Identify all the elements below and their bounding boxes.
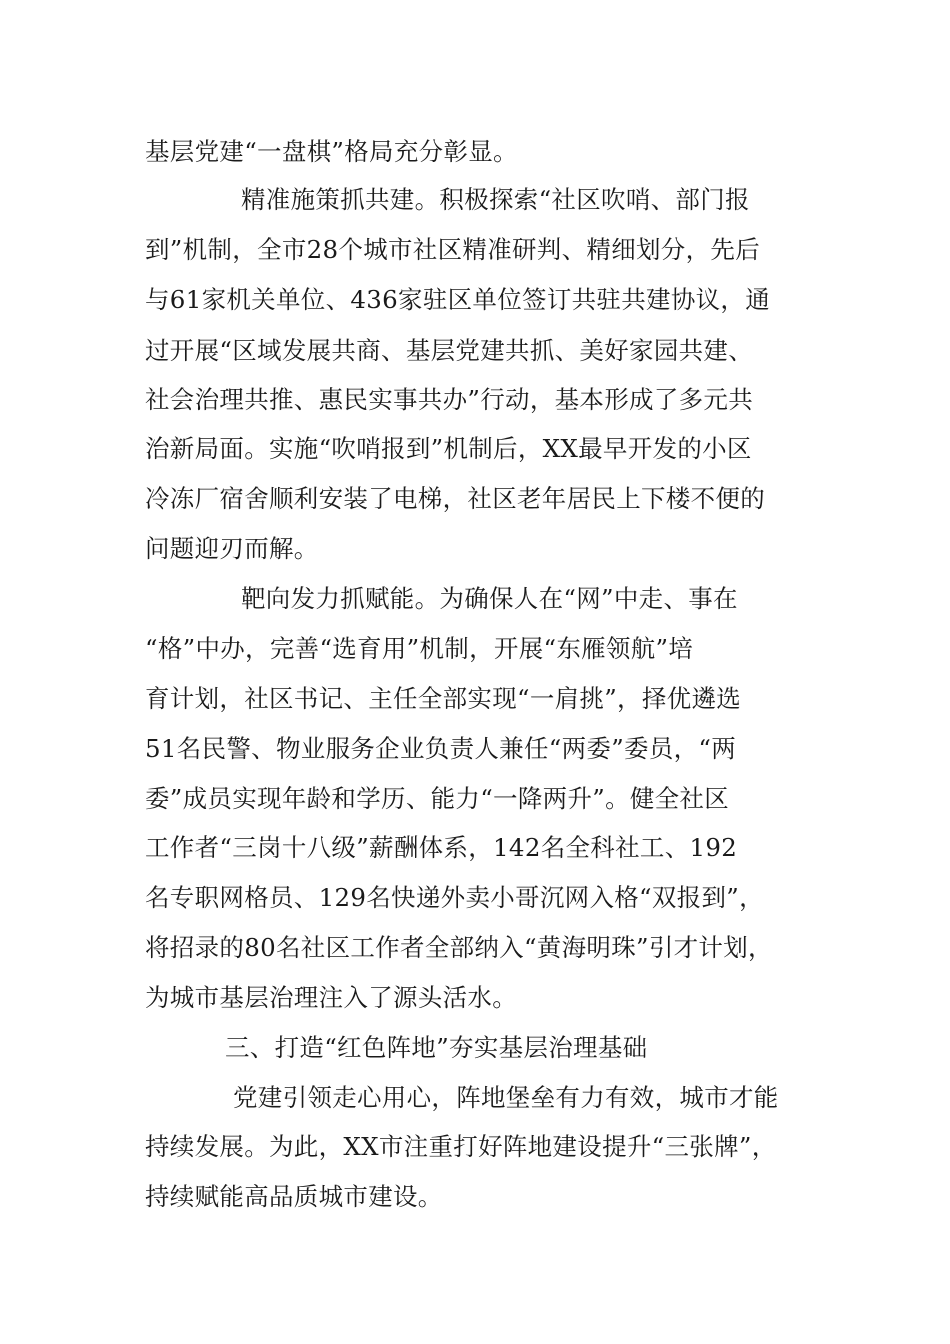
text-line: 育计划，社区书记、主任全部实现“一肩挑”，择优遴选 <box>145 684 742 713</box>
text-line: 问题迎刃而解。 <box>145 534 319 563</box>
paragraph-first-line <box>145 1083 779 1113</box>
text-line: 工作者“三岗十八级”薪酬体系，142名全科社工、192 <box>145 833 738 862</box>
text-line: 为城市基层治理注入了源头活水。 <box>145 983 517 1012</box>
text-line: 治新局面。实施“吹哨报到”机制后，XX最早开发的小区 <box>145 434 752 463</box>
text-line: 持续发展。为此，XX市注重打好阵地建设提升“三张牌”， <box>145 1132 777 1161</box>
text-line: 51名民警、物业服务企业负责人兼任“两委”委员，“两 <box>145 734 737 763</box>
text-line: 基层党建“一盘棋”格局充分彰显。 <box>145 137 518 166</box>
text-line: 社会治理共推、惠民实事共办”行动，基本形成了多元共 <box>145 385 754 414</box>
paragraph-heading-line <box>145 584 738 614</box>
text-line: 到”机制，全市28个城市社区精准研判、精细划分，先后 <box>145 235 760 264</box>
paragraph-heading-line <box>145 185 750 215</box>
text-line: 过开展“区域发展共商、基层党建共抓、美好家园共建、 <box>145 336 754 365</box>
section-heading-text: 三、打造“红色阵地”夯实基层治理基础 <box>225 1033 648 1062</box>
paragraph-lead-text: 党建引领走心用心，阵地堡垒有力有效，城市才能 <box>233 1083 779 1112</box>
text-line: 与61家机关单位、436家驻区单位签订共驻共建协议，通 <box>145 285 771 314</box>
text-line: 委”成员实现年龄和学历、能力“一降两升”。健全社区 <box>145 784 730 813</box>
paragraph-lead-text: 靶向发力抓赋能。为确保人在“网”中走、事在 <box>241 584 738 613</box>
text-line: 将招录的80名社区工作者全部纳入“黄海明珠”引才计划， <box>145 933 773 962</box>
paragraph-lead-text: 精准施策抓共建。积极探索“社区吹哨、部门报 <box>241 185 750 214</box>
text-line: 名专职网格员、129名快递外卖小哥沉网入格“双报到”， <box>145 883 764 912</box>
text-line: 持续赋能高品质城市建设。 <box>145 1182 443 1211</box>
text-line: “格”中办，完善“选育用”机制，开展“东雁领航”培 <box>145 634 694 663</box>
text-line: 冷冻厂宿舍顺利安装了电梯，社区老年居民上下楼不便的 <box>145 484 765 513</box>
section-heading <box>145 1033 647 1063</box>
